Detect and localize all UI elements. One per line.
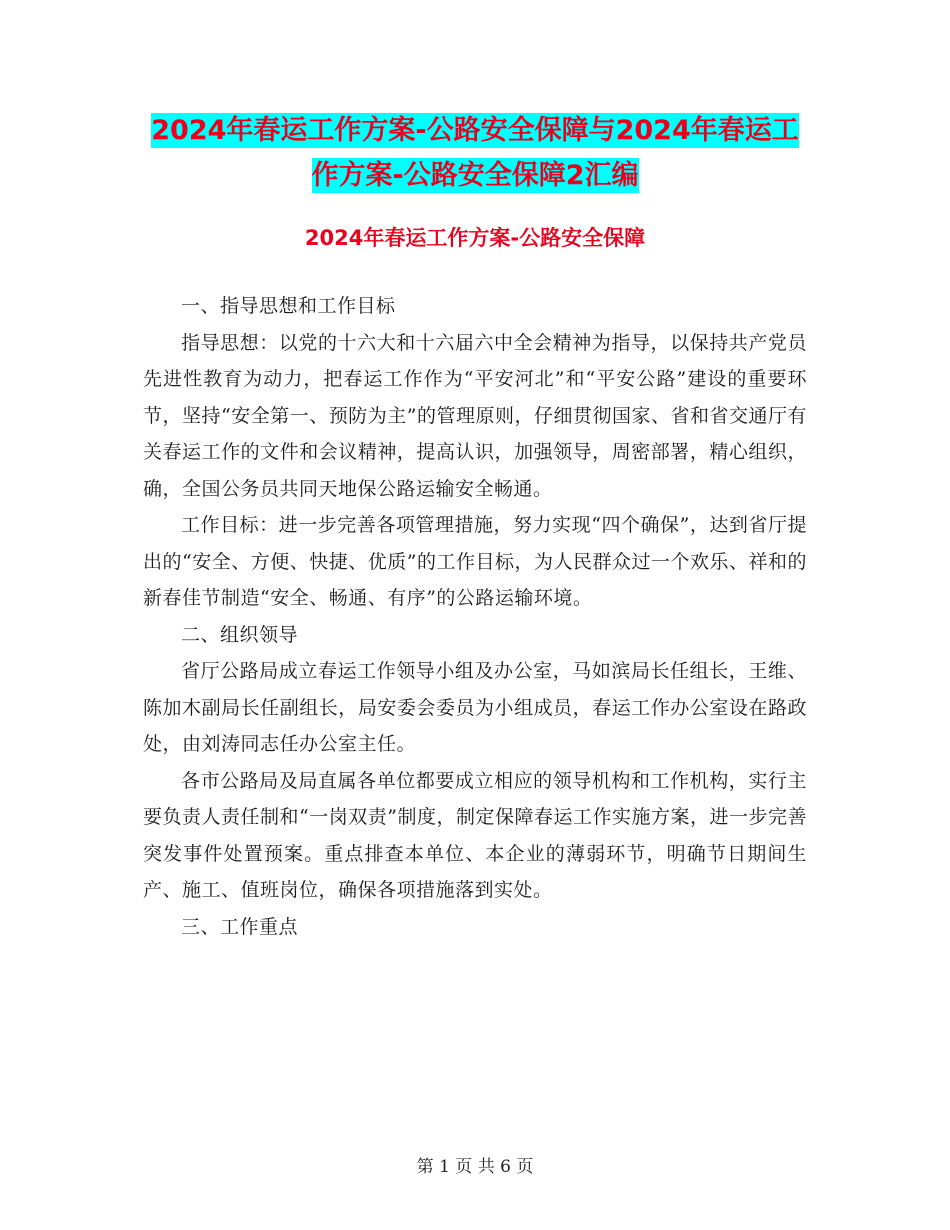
title-highlight: 作方案-公路安全保障2汇编 (311, 160, 639, 191)
document-title-line-2 (120, 152, 830, 200)
document-title-line-1 (120, 107, 830, 155)
heading-guiding-ideology: 一、指导思想和工作目标 (181, 295, 396, 317)
title-highlight: 2024年春运工作方案-公路安全保障与2024年春运工 (151, 115, 799, 146)
paragraph-leading-group: 省厅公路局成立春运工作领导小组及办公室，马如滨局长任组长，王维、陈加木副局长任副组长，局安委会委员为小组成员，春运工作办公室设在路政处，由刘涛同志任办公室主任。 (143, 660, 807, 755)
paragraph-local-bureaus: 各市公路局及局直属各单位都要成立相应的领导机构和工作机构，实行主要负责人责任制和“一岗双责”制度，制定保障春运工作实施方案，进一步完善突发事件处置预案。重点排查本单位、本企业的薄弱环节，明确节日期间生产、施工、值班岗位，确保各项措施落到实处。 (143, 769, 807, 901)
heading-work-focus: 三、工作重点 (181, 915, 299, 938)
paragraph-guiding-ideology: 指导思想：以党的十六大和十六届六中全会精神为指导，以保持共产党员先进性教育为动力，把春运工作作为“平安河北”和“平安公路”建设的重要环节，坚持“安全第一、预防为主”的管理原则，仔细贯彻国家、省和省交通厅有关春运工作的文件和会议精神，提高认识，加强领导，周密部署，精心组织，确，全国公务员共同天地保公路运输安全畅通。 (143, 331, 807, 500)
page-number: 第 1 页 共 6 页 (416, 1157, 534, 1177)
section-title: 2024年春运工作方案-公路安全保障 (304, 226, 646, 250)
paragraph-work-goals: 工作目标：进一步完善各项管理措施，努力实现“四个确保”，达到省厅提出的“安全、方便、快捷、优质”的工作目标，为人民群众过一个欢乐、祥和的新春佳节制造“安全、畅通、有序”的公路运输环境。 (143, 514, 807, 609)
document-body (143, 288, 807, 945)
heading-organization: 二、组织领导 (181, 623, 299, 646)
